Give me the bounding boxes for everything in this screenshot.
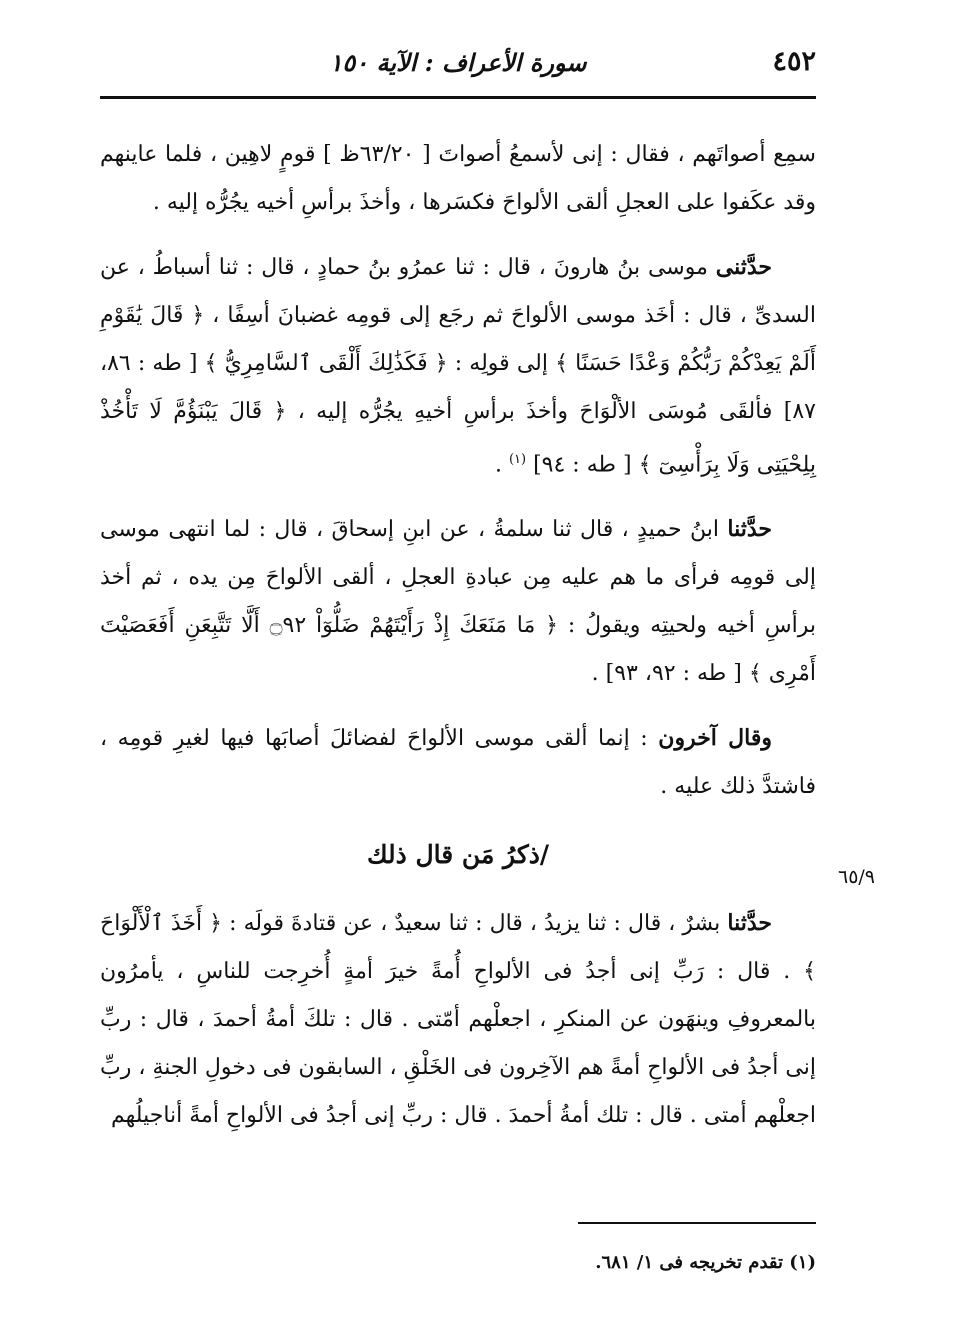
paragraph-1: [100, 130, 816, 227]
paragraph-tail: .: [494, 452, 509, 478]
paragraph-lead: حدَّثنا: [727, 516, 772, 543]
footnote: (١) تقدم تخريجه فى ١/ ٦٨١.: [595, 1252, 816, 1273]
footnote-rule: [578, 1222, 816, 1224]
section-heading: /ذكرُ مَن قال ذلك: [366, 840, 550, 870]
paragraph-body: موسى بنُ هارونَ ، قال : ثنا عمرُو بنُ حمادٍ ، قال : ثنا أسباطُ ، عن السدىِّ ، قال : أخَذ موسى الألواحَ ثم رجَع إلى قومِه غضبانَ أسِفًا ، ﴿ قَالَ يَٰقَوْمِ أَلَمْ يَعِدْكُمْ رَبُّكُمْ وَعْدًا حَسَنًا ﴾ إلى قولِه : ﴿ فَكَذَٰلِكَ أَلْقَى ٱلسَّامِرِيُّ ﴾ [ طه : ٨٦، ٨٧] فألقَى مُوسَى الألْوَاحَ وأخذَ برأسِ أخيهِ يجُرُّه إليه ، ﴿ قَالَ يَبْنَؤُمَّ لَا تَأْخُذْ بِلِحْيَتِى وَلَا بِرَأْسِىٓ ﴾ [ طه : ٩٤]: [100, 255, 816, 478]
paragraph-2: [100, 243, 816, 489]
running-title: سورة الأعراف : الآية ١٥٠: [329, 48, 587, 77]
margin-reference: ٦٥/٩: [838, 866, 876, 888]
paragraph-lead: وقال آخرون: [658, 725, 772, 752]
footnote-marker: (١): [508, 452, 527, 467]
paragraph-body: بشرٌ ، قال : ثنا يزيدُ ، قال : ثنا سعيدٌ ، عن قتادةَ قولَه : ﴿ أَخَذَ ٱلْأَلْوَاحَ ﴾ . قال : رَبِّ إنى أجدُ فى الألواحِ أُمةً خيرَ أمةٍ أُخرِجت للناسِ ، يأمرُون بالمعروفِ وينهَون عن المنكرِ ، اجعلْهم أمّتى . قال : تلكَ أمةُ أحمدَ ، قال : ربِّ إنى أجدُ فى الألواحِ أمةً هم الآخِرون فى الخَلْقِ ، السابقون فى دخولِ الجنةِ ، ربِّ اجعلْهم أمتى . قال : تلك أمةُ أحمدَ . قال : ربِّ إنى أجدُ فى الألواحِ أمةً أناجيلُهم: [100, 911, 816, 1129]
paragraph-3: [100, 505, 816, 698]
paragraph-body: : إنما ألقى موسى الألواحَ لفضائلَ أصابَها فيها لغيرِ قومِه ، فاشتدَّ ذلك عليه .: [100, 726, 816, 800]
page-number: ٤٥٢: [772, 46, 816, 77]
paragraph-lead: حدَّثنى: [715, 254, 772, 280]
paragraph-body: ابنُ حميدٍ ، قال ثنا سلمةُ ، عن ابنِ إسحاقَ ، قال : لما انتهى موسى إلى قومِه فرأى ما هم عليه مِن عبادةِ العجلِ ، ألقى الألواحَ مِن يده ، ثم أخذ برأسِ أخيه ولحيتِه ويقولُ : ﴿ مَا مَنَعَكَ إِذْ رَأَيْتَهُمْ ضَلُّوٓاْ ۝٩٢ أَلَّا تَتَّبِعَنِ أَفَعَصَيْتَ أَمْرِى ﴾ [ طه : ٩٢، ٩٣] .: [100, 517, 817, 687]
paragraph-body: سمِع أصواتَهم ، فقال : إنى لأسمعُ أصواتَ [ ٦٣/٢٠ظ ] قومٍ لاهِين ، فلما عاينهم وقد عكَفوا على العجلِ ألقى الألواحَ فكسَرها ، وأخذَ برأسِ أخيه يجُرُّه إليه .: [100, 142, 816, 215]
main-text: [100, 130, 816, 1156]
header-rule: [100, 96, 816, 99]
paragraph-5: [100, 899, 816, 1140]
page-header: [100, 38, 816, 88]
paragraph-lead: حدَّثنا: [727, 910, 772, 937]
paragraph-4: [100, 714, 816, 811]
